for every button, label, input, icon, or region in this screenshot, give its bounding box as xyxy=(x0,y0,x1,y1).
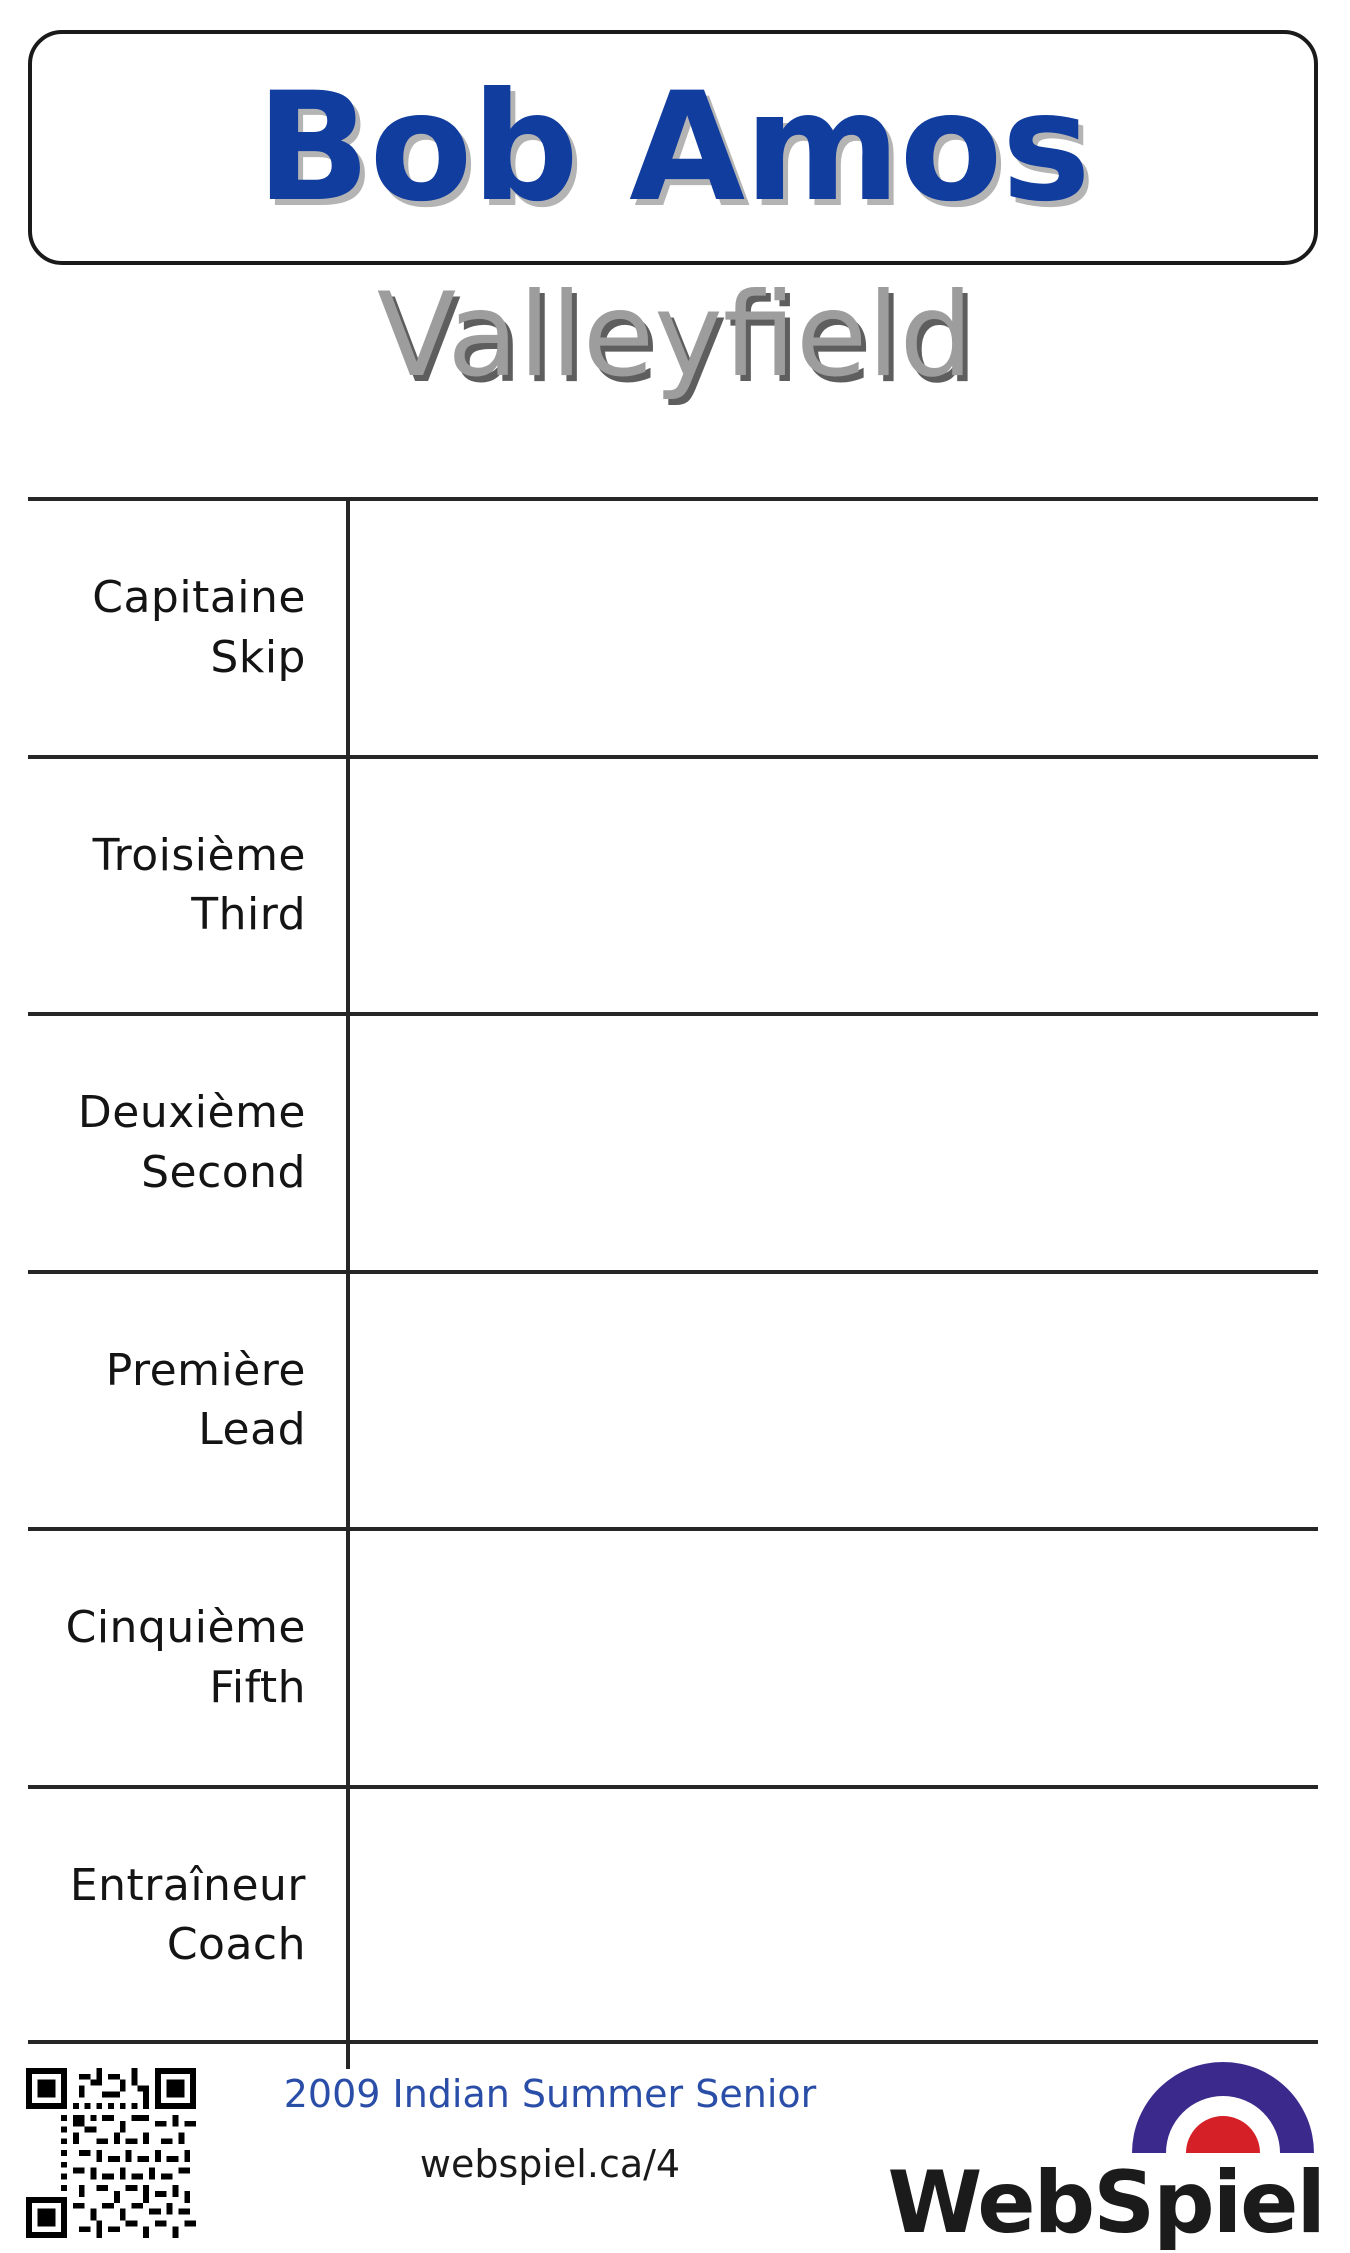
position-label xyxy=(28,1274,328,1528)
curling-rings-icon xyxy=(1128,2058,1318,2156)
position-label-en: Lead xyxy=(198,1404,306,1456)
position-label-fr: Entraîneur xyxy=(69,1859,306,1911)
position-label-fr: Deuxième xyxy=(77,1087,306,1139)
position-label-fr: Capitaine xyxy=(92,572,306,624)
table-divider xyxy=(346,497,350,2069)
position-value-fifth[interactable] xyxy=(346,1531,1318,1785)
footer xyxy=(0,2048,1350,2253)
position-label-fr: Cinquième xyxy=(65,1602,306,1654)
webspiel-wordmark xyxy=(887,2153,1324,2253)
table-row xyxy=(28,1270,1318,1528)
position-label-en: Skip xyxy=(210,631,306,683)
position-value-lead[interactable] xyxy=(346,1274,1318,1528)
position-label-en: Coach xyxy=(166,1919,306,1971)
table-row xyxy=(28,1785,1318,2043)
position-label-fr: Troisième xyxy=(92,829,306,881)
position-label xyxy=(28,1016,328,1270)
table-row xyxy=(28,497,1318,755)
position-label-en: Fifth xyxy=(209,1661,306,1713)
position-value-skip[interactable] xyxy=(346,501,1318,755)
position-label-en: Third xyxy=(191,889,306,941)
table-row xyxy=(28,755,1318,1013)
position-label xyxy=(28,1789,328,2043)
logo-text-spiel: Spiel xyxy=(1093,2153,1324,2253)
position-value-third[interactable] xyxy=(346,759,1318,1013)
position-label xyxy=(28,759,328,1013)
qr-code-icon[interactable] xyxy=(26,2068,196,2238)
event-name[interactable]: 2009 Indian Summer Senior xyxy=(283,2072,817,2116)
table-row xyxy=(28,1012,1318,1270)
logo-text-web: Web xyxy=(887,2153,1094,2253)
position-label xyxy=(28,501,328,755)
player-name-plate xyxy=(28,30,1318,265)
webspiel-logo[interactable] xyxy=(887,2058,1332,2253)
table-bottom-rule xyxy=(28,2040,1318,2044)
position-label-en: Second xyxy=(141,1146,306,1198)
position-value-second[interactable] xyxy=(346,1016,1318,1270)
club-name: Valleyfield xyxy=(376,268,974,403)
footer-url[interactable]: webspiel.ca/4 xyxy=(419,2142,681,2186)
table-row xyxy=(28,1527,1318,1785)
positions-table xyxy=(28,497,1318,2042)
position-label xyxy=(28,1531,328,1785)
page-title: Bob Amos xyxy=(256,60,1090,235)
position-value-coach[interactable] xyxy=(346,1789,1318,2043)
position-label-fr: Première xyxy=(105,1344,306,1396)
